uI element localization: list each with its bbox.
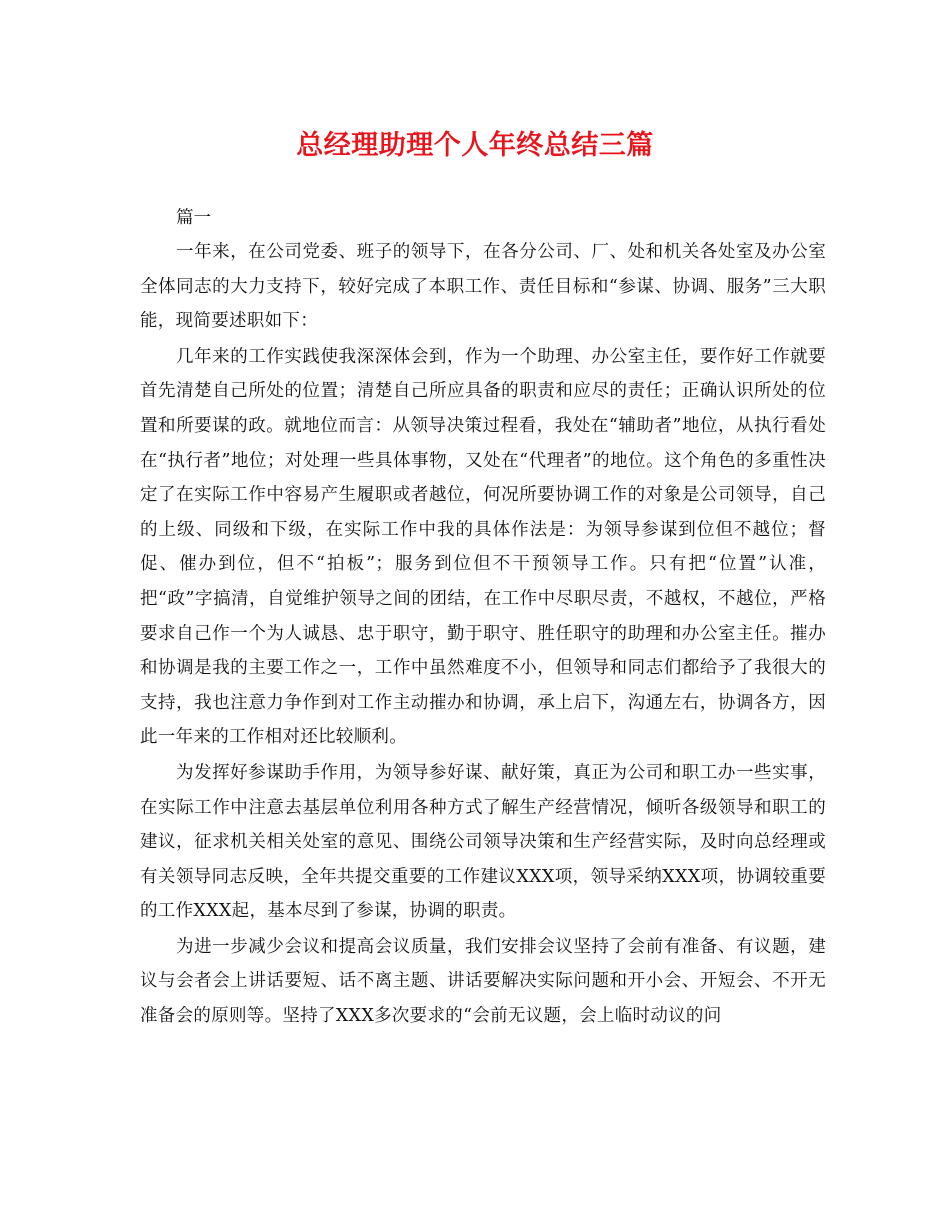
section-heading: 篇一 [176, 208, 211, 228]
paragraph-position: 几年来的工作实践使我深深体会到，作为一个助理、办公室主任，要作好工作就要首先清楚自己所处的位置；清楚自己所应具备的职责和应尽的责任；正确认识所处的位置和所要谋的政。就地位而言：从领导决策过程看，我处在“辅助者”地位，从执行看处在“执行者”地位；对处理一些具体事物，又处在“代理者”的地位。这个角色的多重性决定了在实际工作中容易产生履职或者越位，何况所要协调工作的对象是公司领导，自己的上级、同级和下级，在实际工作中我的具体作法是：为领导参谋到位但不越位；督促、催办到位，但不“拍板”；服务到位但不干预领导工作。只有把“位置”认准，把“政”字搞清，自觉维护领导之间的团结，在工作中尽职尽责，不越权，不越位，严格要求自己作一个为人诚恳、忠于职守，勤于职守、胜任职守的助理和办公室主任。摧办和协调是我的主要工作之一，工作中虽然难度不小，但领导和同志们都给予了我很大的支持，我也注意力争作到对工作主动摧办和协调，承上启下，沟通左右，协调各方，因此一年来的工作相对还比较顺利。 [140, 346, 826, 748]
document-body [140, 201, 826, 1035]
paragraph-advisory: 为发挥好参谋助手作用，为领导参好谋、献好策，真正为公司和职工办一些实事，在实际工作中注意去基层单位利用各种方式了解生产经营情况，倾听各级领导和职工的建议，征求机关相关处室的意见、围绕公司领导决策和生产经营实际，及时向总经理或有关领导同志反映，全年共提交重要的工作建议XXX项，领导采纳XXX项，协调较重要的工作XXX起，基本尽到了参谋，协调的职责。 [140, 762, 826, 922]
document-title: 总经理助理个人年终总结三篇 [296, 130, 654, 161]
paragraph-intro: 一年来，在公司党委、班子的领导下，在各分公司、厂、处和机关各处室及办公室全体同志的大力支持下，较好完成了本职工作、责任目标和“参谋、协调、服务”三大职能，现简要述职如下： [140, 242, 826, 332]
paragraph-meetings: 为进一步减少会议和提高会议质量，我们安排会议坚持了会前有准备、有议题，建议与会者会上讲话要短、话不离主题、讲话要解决实际问题和开小会、开短会、不开无准备会的原则等。坚持了XXX多次要求的“会前无议题，会上临时动议的问 [140, 936, 826, 1027]
